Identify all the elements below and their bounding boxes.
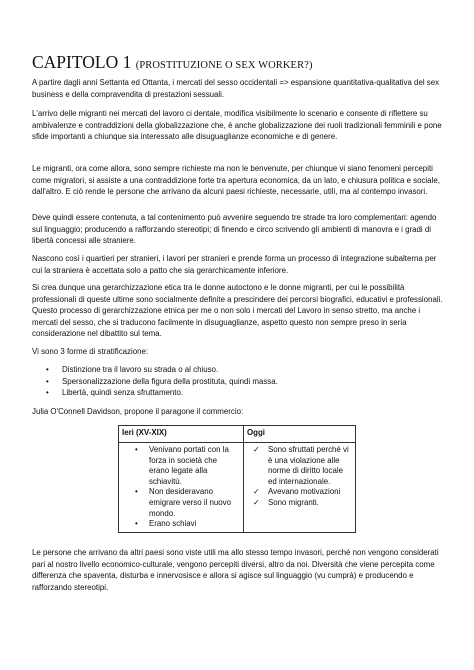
- list-item: • Libertà, quindi senza sfruttamento.: [32, 387, 432, 399]
- past-cell: [119, 443, 244, 533]
- check-icon: ✓: [253, 445, 260, 454]
- chapter-heading: [32, 52, 313, 73]
- paragraph-3: Le migranti, ora come allora, sono sempre richieste ma non le benvenute, per chiunque vi siano fenomeni percepiti come migratori, si assiste a una contraddizione forte tra apertura economica, da un lato, e chiusura politica e sociale, dall'altro. E ciò rende le persone che arrivano da alcuni paesi richieste, necessarie, utili, ma al contempo invasori.: [32, 164, 440, 197]
- paragraph-6: Si crea dunque una gerarchizzazione etica tra le donne autoctono e le donne migranti, per cui le possibilità professionali di queste ultime sono socialmente definite a prescindere dei percorsi biografici, educativi e professionali. Questo processo di gerarchizzazione etnica per me o non solo i mercati del Lavoro in senso stretto, ma anche i mercati del sesso, che si traducono facilmente in disuguaglianze, aspetto questo non sempre preso in seria considerazione nel dibattito sul tema.: [32, 283, 443, 339]
- comparison-intro: Julia O'Connell Davidson, propone il paragone il commercio:: [32, 407, 244, 416]
- list-item-text: Sono migranti.: [268, 497, 319, 507]
- chapter-subtitle: (PROSTITUZIONE O SEX WORKER?): [135, 60, 313, 71]
- paragraph-1: A partire dagli anni Settanta ed Ottanta, i mercati del sesso occidentali => espansione quantitativa-qualitativa del sex business e della compravendita di prestazioni sessuali.: [32, 78, 440, 99]
- past-list: [122, 445, 240, 530]
- list-item-text: Sono sfruttati perché vi è una violazione alle norme di diritto locale ed internazionale.: [268, 445, 349, 486]
- table-row: [119, 443, 356, 533]
- paragraph-5: Nascono così i quartieri per stranieri, i lavori per stranieri e prende forma un processo di integrazione subalterna per cui la straniera è accettata solo a patto che sia gerarchicamente inferiore.: [32, 254, 437, 275]
- list-item-text: Avevano motivazioni: [268, 487, 341, 497]
- paragraph-4: Deve quindi essere contenuta, a tal contenimento può avvenire seguendo tre strade tra loro complementari: agendo sul linguaggio; producendo a rafforzando stereotipi; di finendo e circo scrivendo gli ambienti di manovra e i gradi di libertà concessi alle straniere.: [32, 213, 437, 246]
- list-item: • Non desideravano emigrare verso il nuovo mondo.: [122, 487, 240, 519]
- list-item: • Erano schiavi: [122, 519, 240, 530]
- table-header-row: [119, 426, 356, 443]
- stratification-list: [32, 364, 432, 399]
- list-item: • Venivano portati con la forza in società che erano legate alla schiavitù.: [122, 445, 240, 487]
- chapter-title: CAPITOLO 1: [32, 52, 132, 72]
- paragraph-closing: Le persone che arrivano da altri paesi sono viste utili ma allo stesso tempo invasori, perché non vengono considerati pari al nostro livello economico-culturale, vengono percepiti diversi, altro da noi. Diversità che viene percepita come differenza che spaventa, disturba e innervosisce e allora si agisce sul linguaggio (vu cumprà) e producendo e rafforzando stereotipi.: [32, 548, 439, 592]
- check-icon: ✓: [253, 497, 260, 507]
- column-header-past: Ieri (XV-XIX): [119, 426, 244, 443]
- list-item: [247, 445, 352, 487]
- present-cell: [244, 443, 356, 533]
- comparison-table: [118, 425, 356, 533]
- stratification-intro: Vi sono 3 forme di stratificazione:: [32, 347, 149, 356]
- column-header-present: Oggi: [244, 426, 356, 443]
- check-icon: ✓: [253, 487, 260, 497]
- list-item: [247, 498, 352, 509]
- paragraph-2: L'arrivo delle migranti nei mercati del lavoro ci dentale, modifica visibilmente lo scenario e consente di riflettere su ambivalenze e contraddizioni della globalizzazione che, è anche globalizzazione dei ruoli tradizionali femminili e pone sfide importanti a chiunque sia interessato alle disuguaglianze economiche e di genere.: [32, 109, 442, 142]
- list-item: • Spersonalizzazione della figura della prostituta, quindi massa.: [32, 376, 432, 388]
- present-list: [247, 445, 352, 509]
- list-item: [247, 487, 352, 498]
- list-item: • Distinzione tra il lavoro su strada o al chiuso.: [32, 364, 432, 376]
